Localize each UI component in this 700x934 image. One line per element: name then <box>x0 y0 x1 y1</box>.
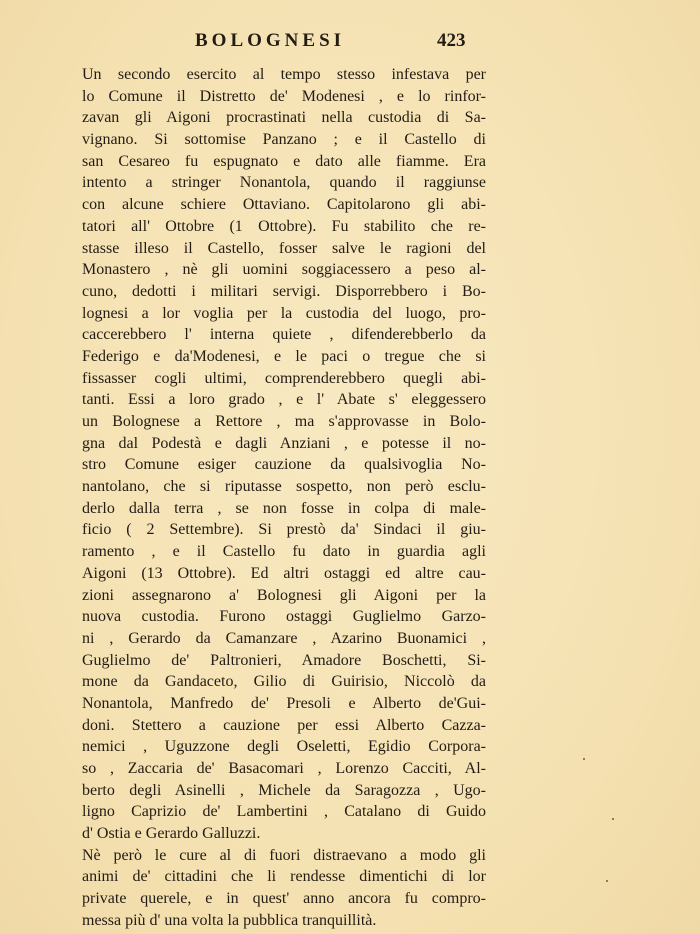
paragraph <box>82 64 486 845</box>
text-line: caccerebbero l' interna quiete , difenderebberlo da <box>82 326 486 344</box>
paper-speck <box>583 758 585 760</box>
text-line: tanti. Essi a loro grado , e l' Abate s' eleggessero <box>82 391 486 409</box>
text-line: un Bolognese a Rettore , ma s'approvasse in Bolo- <box>82 413 486 430</box>
text-line: stro Comune esiger cauzione da qualsivoglia No- <box>82 456 486 474</box>
text-line: Guglielmo de' Paltronieri, Amadore Boschetti, Si- <box>82 651 486 669</box>
text-line: nantolano, che si riputasse sospetto, non però esclu- <box>82 478 486 496</box>
text-line: intento a stringer Nonantola, quando il raggiunse <box>82 174 486 192</box>
text-line: ramento , e il Castello fu dato in guardia agli <box>82 543 486 561</box>
text-line: private querele, e in quest' anno ancora fu compro- <box>82 890 486 908</box>
text-line: Nonantola, Manfredo de' Presoli e Alberto de'Gui- <box>82 694 486 712</box>
text-line: lo Comune il Distretto de' Modenesi , e lo rinfor- <box>82 87 486 105</box>
text-line: Nè però le cure al di fuori distraevano a modo gli <box>82 846 486 864</box>
text-line: messa più d' una volta la pubblica tranquillità. <box>82 911 377 929</box>
text-line: cuno, dedotti i militari servigi. Disporrebbero i Bo- <box>82 282 486 300</box>
text-line: so , Zaccaria de' Basacomari , Lorenzo Cacciti, Al- <box>82 760 486 777</box>
text-line: lognesi a lor voglia per la custodia del luogo, pro- <box>82 304 486 322</box>
text-line: berto degli Asinelli , Michele da Saragozza , Ugo- <box>82 781 486 799</box>
page-number: 423 <box>437 30 466 51</box>
text-line: gna dal Podestà e dagli Anziani , e potesse il no- <box>82 434 486 452</box>
text-line: Monastero , nè gli uomini soggiacessero a peso al- <box>82 261 486 279</box>
paper-speck <box>612 818 614 820</box>
text-line: nemici , Uguzzone degli Oseletti, Egidio Corpora- <box>82 738 486 756</box>
text-line: zavan gli Aigoni procrastinati nella custodia di Sa- <box>82 109 486 127</box>
paper-speck <box>606 880 608 882</box>
text-line: mone da Gandaceto, Gilio di Guirisio, Niccolò da <box>82 673 486 691</box>
text-line: Un secondo esercito al tempo stesso infestava per <box>82 66 486 83</box>
text-line: derlo dalla terra , se non fosse in colpa di male- <box>82 499 486 517</box>
text-line: animi de' cittadini che li rendesse dimentichi di lor <box>82 868 486 886</box>
text-line: vignano. Si sottomise Panzano ; e il Castello di <box>82 131 486 149</box>
text-line: doni. Stettero a cauzione per essi Alberto Cazza- <box>82 716 486 734</box>
body-text <box>82 64 486 932</box>
text-line: zioni assegnarono a' Bolognesi gli Aigoni per la <box>82 586 486 604</box>
text-line: ni , Gerardo da Camanzare , Azarino Buonamici , <box>82 629 486 647</box>
text-line: ficio ( 2 Settembre). Si prestò da' Sindaci il giu- <box>82 521 486 539</box>
text-line: stasse illeso il Castello, fosser salve le ragioni del <box>82 239 486 257</box>
paragraph <box>82 845 486 932</box>
text-line: san Cesareo fu espugnato e dato alle fiamme. Era <box>82 152 486 170</box>
text-line: d' Ostia e Gerardo Galluzzi. <box>82 825 261 843</box>
text-line: con alcune schiere Ottaviano. Capitolarono gli abi- <box>82 196 486 214</box>
text-line: tatori all' Ottobre (1 Ottobre). Fu stabilito che re- <box>82 217 486 235</box>
text-line: ligno Caprizio de' Lambertini , Catalano di Guido <box>82 803 486 821</box>
running-head <box>0 30 700 54</box>
text-line: Aigoni (13 Ottobre). Ed altri ostaggi ed altre cau- <box>82 564 486 582</box>
text-line: fissasser cogli ultimi, comprenderebbero quegli abi- <box>82 369 486 387</box>
text-line: Federigo e da'Modenesi, e le paci o tregue che si <box>82 347 486 365</box>
text-line: nuova custodia. Furono ostaggi Guglielmo Garzo- <box>82 608 486 626</box>
running-title: BOLOGNESI <box>195 30 346 51</box>
